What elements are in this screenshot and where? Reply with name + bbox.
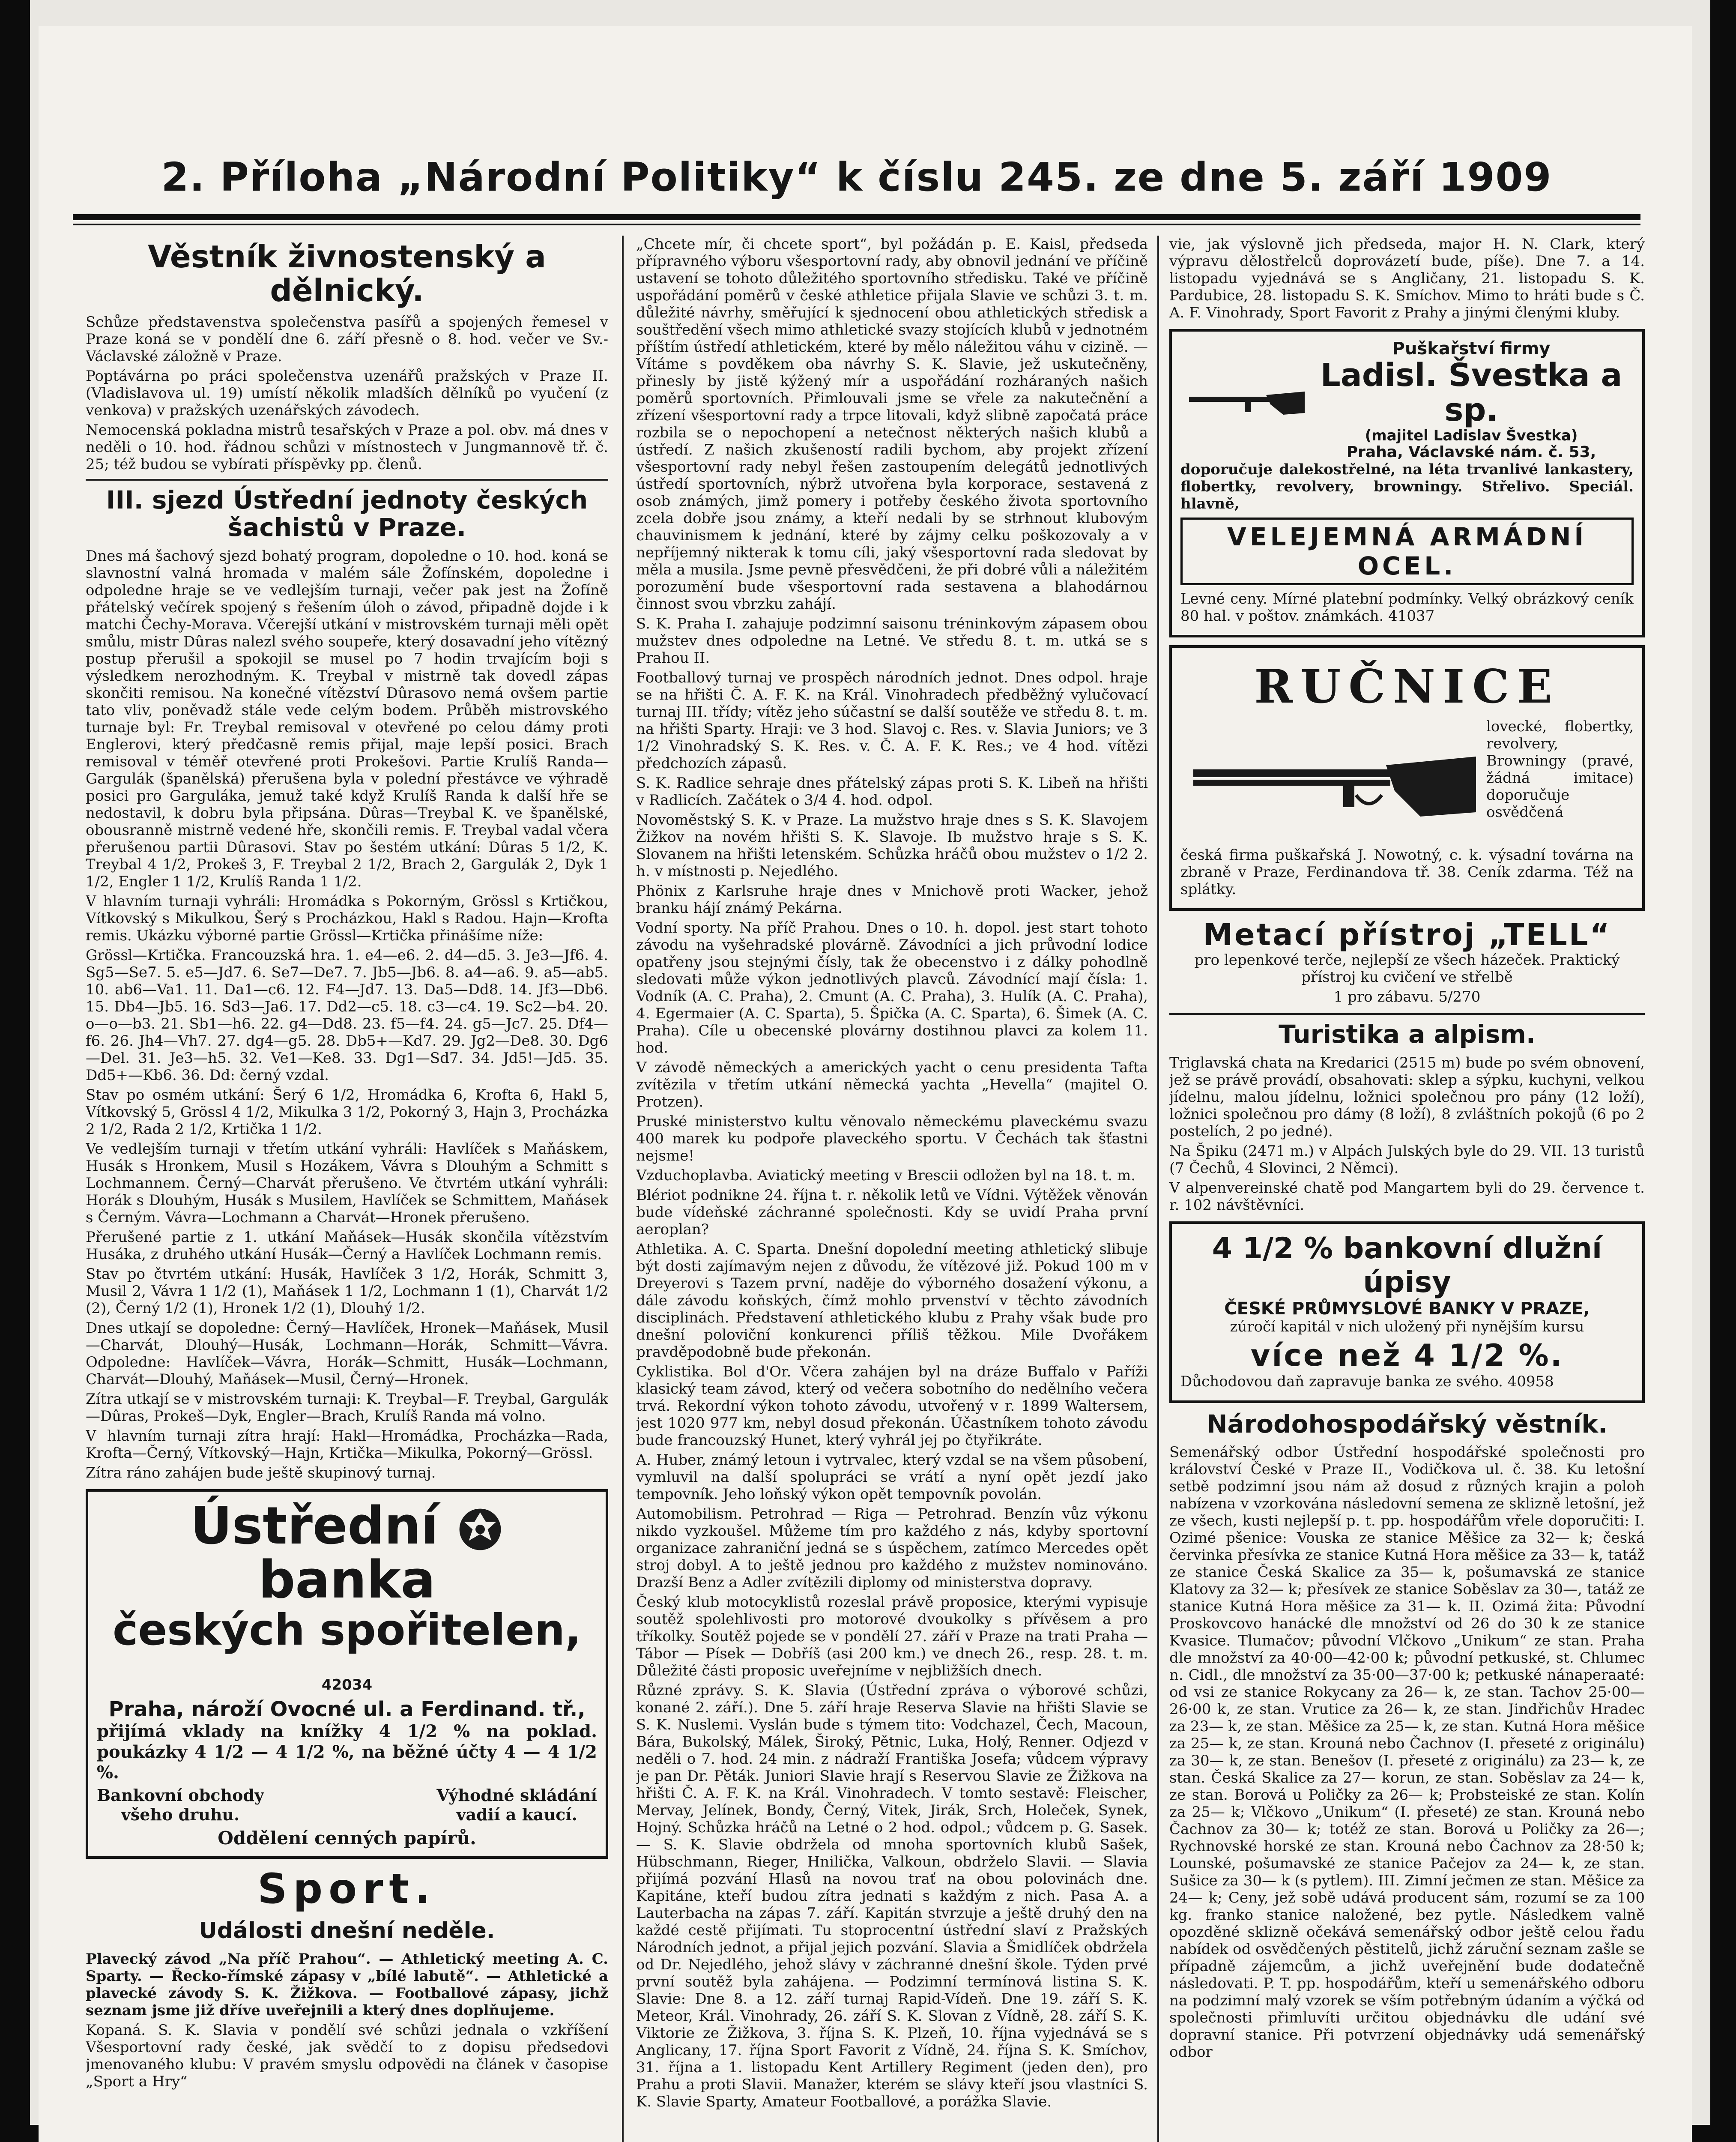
article-paragraph: A. Huber, známý letoun i vytrvalec, který vzdal se na všem působení, vymluvil na další spolupráci se vrátí a nyní opět jezdí jako tempovník. Jeho loňský výkon opět tempovník povolán. bbox=[636, 1451, 1148, 1503]
column-3 bbox=[1169, 236, 1645, 2142]
upisy-footer-text: Důchodovou daň zapravuje banka ze svého. bbox=[1180, 1373, 1503, 1390]
masthead-rule bbox=[73, 214, 1640, 220]
article-paragraph: Athletika. A. C. Sparta. Dnešní dopolední meeting athletický slibuje být dosti zajímavým nejen z důvodu, že vítězové již. Pokud 100 m v Dreyerovi s Tazem první, naděje do výborného dosažení výkonu, a dále závodu koňských, čímž mohlo prvenství v těchto závodních disciplinách. Představení athletického klubu z Prahy však bude pro dnešní poloviční konkurenci příliš těžkou. Mile Dvořákem pravděpodobně bude překonán. bbox=[636, 1241, 1148, 1361]
article-paragraph: S. K. Radlice sehraje dnes přátelský zápas proti S. K. Libeň na hřišti v Radlicích. Začátek o 3/4 4. hod. odpol. bbox=[636, 775, 1148, 809]
article-paragraph: vie, jak výslovně jich předseda, major H. N. Clark, který výpravu dělostřelců doprovázetí bude, píše). Dne 7. a 14. listopadu vyjednává se s Angličany, 21. listopadu S. K. Pardubice, 28. listopadu S. K. Smíchov. Mimo to hráti bude s Č. A. F. Vinohrady, Sport Favorit z Prahy a jinými členými kluby. bbox=[1169, 236, 1645, 321]
article-paragraph: Zítra utkají se v mistrovském turnaji: K. Treybal—F. Treybal, Gargulák—Dûras, Prokeš—Dyk, Engler—Brach, Krulíš Randa má volno. bbox=[86, 1390, 608, 1425]
article-paragraph: Stav po čtvrtém utkání: Husák, Havlíček 3 1/2, Horák, Schmitt 3, Musil 2, Vávra 1 1/2 (1), Maňásek 1 1/2, Lochmann 1 (1), Charvát 1/2 (2), Černý 1/2 (1), Hronek 1/2 (1), Dlouhý 1/2. bbox=[86, 1265, 608, 1317]
upisy-ad-number: 40958 bbox=[1507, 1373, 1554, 1390]
masthead-rule-thin bbox=[73, 224, 1640, 225]
ad-tell bbox=[1169, 918, 1645, 1005]
bank-service-label: vadií a kaucí. bbox=[456, 1804, 577, 1824]
ad-ustredni-banka bbox=[86, 1489, 608, 1859]
scan-edge-left bbox=[0, 0, 30, 2142]
article-paragraph: Poptávárna po práci společenstva uzenářů pražských v Praze II. (Vladislavova ul. 19) umístí několik mladších dělníků po vyučení (z venkova) v pražských uzenářských závodech. bbox=[86, 368, 608, 419]
section-rule bbox=[86, 479, 608, 481]
article-paragraph: Různé zprávy. S. K. Slavia (Ústřední zpráva o výborové schůzi, konané 2. září.). Dne 5. září hraje Reserva Slavie na hřišti Slavie se S. K. Nuslemi. Vyslán bude s týmem tito: Vodchazel, Čech, Macoun, Bára, Bukolský, Málek, Široký, Pětnic, Luka, Holý, Renner. Odjezd v neděli o 7. hod. 24 min. z nádraží Františka Josefa; vůdcem výpravy je pan Dr. Pěták. Juniori Slavie hrají s Reservou Slavie ze Žižkova na hřišti Č. A. F. K. na Král. Vinohradech. V tomto sestavě: Fleischer, Mervay, Jelínek, Bondy, Černý, Vitek, Jirák, Srch, Holeček, Synek, Hojný. Schůzka hráčů na Letné o 2 hod. odpol.; vůdcem p. G. Sasek. — S. K. Slavie obdržela od mnoha sportovních klubů Sašek, Hübschmann, Rieger, Hnilička, Valkoun, obdrželo Slavii. — Slavia přijímá pozvání Hlasů na novou trať na obou polovinách dne. Kapitáne, kteří budou zítra jednati s každým z nich. Pasa A. a Lauterbacha na zápas 7. září. Kapitán stvrzuje a ještě druhý den na každé cestě přijímati. Tu stoprocentní ústřední slaví z Pražských Národních jednot, a přijal jejich pozvání. Slavia a Šmidlíček obdržela od Dr. Nejedlého, jehož slávy v záchranné dnešní škole. Týden prvé první soutěž byla zahájena. — Podzimní termínová listina S. K. Slavie: Dne 8. a 12. září turnaj Rapid-Vídeň. Dne 19. září S. K. Meteor, Král. Vinohrady, 26. září S. K. Slovan z Vídně, 28. září S. K. Viktorie ze Žižkova, 3. října S. K. Plzeň, 10. října vyjednává se s Anglicany, 17. října Sport Favorit z Vídně, 24. října S. K. Smíchov, 31. října a 1. listopadu Kent Artillery Regiment (jeden den), pro Prahu a proti Slavii. Manažer, kterém se slávy kteří jsou vlastníci S. K. Slavie Sparty, Amateur Footballové, a porážka Slavie. bbox=[636, 1682, 1148, 2110]
article-paragraph: Blériot podnikne 24. října t. r. několik letů ve Vídni. Výtěžek věnován bude vídeňské záchranné společnosti. Kdy se uvidí Praha první aeroplan? bbox=[636, 1187, 1148, 1238]
article-paragraph: Semenářský odbor Ústřední hospodářské společnosti pro království České v Praze II., Vodičkova ul. č. 38. Ku letošní setbě podzimní jsou nám až dosud z různých krajin a poloh nabízena v vzorkována následovní semena ze sklizně letošní, jež ze všech, kusti nejlepší p. t. pp. hospodářům vřele doporučiti: I. Ozimé pšenice: Vouska ze stanice Měšice za 32— k; česká červinka přesívka ze stanice Kutná Hora měšice za 33— k, tatáž ze stanice Česká Skalice za 35— k, pošumavská ze stanice Klatovy za 32— k; přesívek ze stanice Soběslav za 30—, tatáž ze stanice Kutná Hora měšice za 31— k. II. Ozimá žita: Původní Proskovcovo hanácké dle množství od 26 do 30 k ze stanice Kvasice. Tlumačov; původní Vlčkovo „Unikum“ ze stan. Praha dle množství za 40·00—42·00 k; původní petkuské, st. Chlumec n. Cidl., dle množství za 35·00—37·00 k; petkuské nánaperaaté: od vsi ze stanice Rokycany za 26— k, ze stan. Tachov 25·00—26·00 k, ze stan. Vrutice za 26— k, ze stan. Jindřichův Hradec za 23— k, ze stan. Měšice za 25— k, ze stan. Kutná Hora měšice za 25— k, ze stan. Krouná nebo Čachnov (I. přeseté z originálu) za 30— k, ze stan. Benešov (I. přeseté z originálu) za 23— k, ze stan. Česká Skalice za 27— korun, ze stan. Soběslav za 24— k, ze stan. Borová u Poličky za 26— k; Probsteiské ze stan. Kolín za 25— k; Vlčkovo „Unikum“ (I. přeseté) ze stan. Krouná nebo Čachnov za 30— k; totéž ze stan. Borová u Poličky za 26—; Rychnovské horské ze stan. Krouná nebo Čachnov za 28·50 k; Lounské, pošumavské ze stanice Pačejov za 24— k, ze stan. Sušice za 30— k (s pytlem). III. Zimní ječmen ze stan. Měšice za 24— k; Ceny, jež sobě udává producent sám, rozumí se za 100 kg. franko stanice naložené, bez pytle. Následkem valně opozděné sklizně očekává semenářský odbor ještě celou řadu nabídek od osvědčených pěstitelů, jichž záruční seznam zašle se případně zájemcům, a jichž uveřejnění bude dodatečně následovati. P. T. pp. hospodářům, kteří u semenářského odboru na podzimní malý vzorek se vším potřebným údaním a výčká od společnosti přimluvíti určitou objednávku dle udání své dopravní stanice. Při potvrzení objednávky udá semenářský odbor bbox=[1169, 1444, 1645, 2061]
article-paragraph: Ve vedlejším turnaji v třetím utkání vyhráli: Havlíček s Maňáskem, Husák s Hronkem, Musil s Hozákem, Vávra s Dlouhým a Schmitt s Lochmannem. Černý—Charvát přerušeno. Ve čtvrtém utkání vyhráli: Horák s Dlouhým, Husák s Musilem, Havlíček se Schmittem, Maňásek s Černým. Vávra—Lochmann a Charvát—Hronek přerušeno. bbox=[86, 1140, 608, 1226]
heading-turistika: Turistika a alpism. bbox=[1279, 1019, 1536, 1049]
column-2 bbox=[636, 236, 1148, 2142]
upisy-vice: více než 4 1/2 %. bbox=[1250, 1337, 1564, 1373]
heading-sachiste: III. sjezd Ústřední jednoty českých šachistů v Praze. bbox=[106, 485, 588, 542]
upisy-footer bbox=[1180, 1373, 1634, 1390]
article-paragraph: Phönix z Karlsruhe hraje dnes v Mnichově proti Wacker, jehož branku hájí známý Pekárna. bbox=[636, 883, 1148, 917]
upisy-title: 4 1/2 % bankovní dlužní úpisy bbox=[1212, 1231, 1602, 1299]
rucnice-middle bbox=[1180, 718, 1634, 847]
svestka-titles bbox=[1309, 339, 1634, 461]
svestka-title-2: Ladisl. Švestka a sp. bbox=[1320, 357, 1622, 429]
article-paragraph: Kopaná. S. K. Slavia v pondělí své schůzi jednala o vzkříšení Všesportovní rady české, jak svědčí to z dopisu předsedovi jmenovaného klubu: V pravém smyslu odpovědi na článek v časopise „Sport a Hry“ bbox=[86, 2021, 608, 2090]
bank-subname bbox=[97, 1604, 597, 1697]
ad-svestka bbox=[1169, 329, 1645, 637]
bank-services bbox=[97, 1786, 597, 1824]
article-paragraph: Triglavská chata na Kredarici (2515 m) bude po svém obnovení, jež se právě provádí, obsahovati: sklep a sýpku, kuchyni, velkou jídelnu, malou jídelnu, ložnici společnou pro pány (12 loží), ložnici společnou pro dámy (8 loží), 8 zvláštních pokojů (6 po 2 postelích, 2 po jedné). bbox=[1169, 1054, 1645, 1140]
tell-footer-text: 1 pro zábavu. bbox=[1333, 988, 1434, 1005]
bank-address: Praha, nároží Ovocné ul. a Ferdinand. tř., bbox=[108, 1697, 586, 1721]
bank-service-label: Bankovní obchody bbox=[97, 1785, 264, 1805]
heading-udalosti: Události dnešní neděle. bbox=[199, 1918, 495, 1944]
bank-service-label: všeho druhu. bbox=[121, 1804, 240, 1824]
crest-icon bbox=[457, 1506, 504, 1553]
article-paragraph: S. K. Praha I. zahajuje podzimní saisonu tréninkovým zápasem obou mužstev dnes odpoledne na Letné. Ve středu 8. t. m. utká se s Prahou II. bbox=[636, 615, 1148, 667]
tell-title: Metací přístroj „TELL“ bbox=[1203, 917, 1611, 952]
heading-narodohospodarsky: Národohospodářský věstník. bbox=[1206, 1409, 1608, 1439]
article-paragraph: Vzduchoplavba. Aviatický meeting v Brescii odložen byl na 18. t. m. bbox=[636, 1167, 1136, 1184]
bank-name-1: Ústřední bbox=[190, 1496, 439, 1556]
article-paragraph: Nemocenská pokladna mistrů tesařských v Praze a pol. obv. má dnes v neděli o 10. hod. řádnou schůzi v místnostech v Jungmannově tř. č. 25; též budou se vybírati příspěvky pp. členů. bbox=[86, 422, 608, 473]
svestka-title-1: Puškařství firmy bbox=[1392, 339, 1551, 359]
bank-ad-number: 42034 bbox=[321, 1676, 373, 1693]
article-paragraph: „Chcete mír, či chcete sport“, byl požádán p. E. Kaisl, předseda přípravného výboru všesportovní rady, aby obnovil jednání ve příčině ustavení se tohoto důležitého sportovního středisku. Také ve příčině uspořádání poměrů v české athletice přijala Slavie ve schůzi 3. t. m. důležité návrhy, směřující k sjednocení obou athletických středisk a souštředění všech mimo athletické svazy stojících klubů v jednotném příštím ústředí athletickém, které by mělo náležitou váhu v cizině. — Vítáme s povděkem oba návrhy S. K. Slavie, jež uskutečněny, přinesly by jistě kýžený mír a uspořádání rozháraných našich poměrů sportovních. Přimlouvali jsme se vřele za nakutečnění a zřízení všesportovní rady a trpce litovali, když slibně započatá práce rozbila se o nepochopení a netečnost některých našich klubů a ústředí. Z našich zkušeností radili bychom, aby projekt zřízení všesportovní rady nebyl řešen zastoupením delegátů jednotlivých ústředí sportovních, nýbrž utvořena byla korporace, sestavená z osob známých, jimž pomery i potřeby českého života sportovního zcela dobře jsou známy, a kteří nedali by se strhnout klubovým chauvinismem k jednání, které by zájmy celku poškozovaly a v nepříjemný nikterak k tomu cíli, jaký všesportovní rada sledovat by měla a musila. Jsme pevně přesvědčeni, že při dobré vůli a náležitém porozumění bude všesportovní rada sestavena a blahodárnou činnost svou vbrzku zahájí. bbox=[636, 236, 1148, 613]
rucnice-side-text: lovecké, flobertky, revolvery, Browningy (pravé, žádná imitace) doporučuje osvědčená bbox=[1486, 718, 1634, 821]
column-divider-1 bbox=[622, 236, 624, 2142]
tell-body: pro lepenkové terče, nejlepší ze všech házeček. Praktický přístroj ku cvičení ve střelbě bbox=[1194, 951, 1620, 986]
bank-services-left bbox=[97, 1786, 264, 1824]
scan-edge-right bbox=[1710, 0, 1736, 2142]
article-paragraph: Zítra ráno zahájen bude ještě skupinový turnaj. bbox=[86, 1464, 436, 1481]
svestka-footer-text: Levné ceny. Mírné platební podmínky. Velký obrázkový ceník 80 hal. v poštov. známkách. bbox=[1180, 590, 1634, 625]
article-paragraph: Cyklistika. Bol d'Or. Včera zahájen byl na dráze Buffalo v Paříži klasický team závod, který od večera sobotního do nedělního večera trvá. Rekordní výkon tohoto závodu, utvořený v r. 1899 Waltersem, jest 1020 977 km, nebyl dosud překonán. Účastníkem tohoto závodu bude francouzský Hunet, který vyhrál jej po čtyřikráte. bbox=[636, 1363, 1148, 1449]
svestka-title-3: (majitel Ladislav Švestka) bbox=[1365, 427, 1578, 444]
svestka-header bbox=[1180, 339, 1634, 461]
bank-deposits: přijímá vklady na knížky 4 1/2 % na poklad. poukázky 4 1/2 — 4 1/2 %, na běžné účty 4 — 4 1/2 %. bbox=[97, 1721, 597, 1783]
article-paragraph: V hlavním turnaji zítra hrají: Hakl—Hromádka, Procházka—Rada, Krofta—Černý, Vítkovský—Hajn, Krtička—Mikulka, Pokorný—Grössl. bbox=[86, 1427, 608, 1462]
svestka-footer bbox=[1180, 590, 1634, 625]
heading-zivnostensky: Věstník živnostenský a dělnický. bbox=[148, 239, 546, 309]
column-divider-2 bbox=[1157, 236, 1159, 2142]
article-paragraph: V alpenvereinské chatě pod Mangartem byli do 29. července t. r. 102 návštěvníci. bbox=[1169, 1179, 1645, 1214]
article-paragraph: Přerušené partie z 1. utkání Maňásek—Husák skončila vítězstvím Husáka, z druhého utkání Husák—Černý a Havlíček Lochmann remis. bbox=[86, 1228, 608, 1263]
upisy-bank: ČESKÉ PRŮMYSLOVÉ BANKY V PRAZE, bbox=[1224, 1298, 1590, 1319]
svestka-title-4: Praha, Václavské nám. č. 53, bbox=[1346, 443, 1596, 461]
article-paragraph: Stav po osmém utkání: Šerý 6 1/2, Hromádka 6, Krofta 6, Hakl 5, Vítkovský 5, Grössl 4 1/2, Mikulka 3 1/2, Pokorný 3, Hajn 3, Procházka 2 1/2, Rada 2 1/2, Krtička 1 1/2. bbox=[86, 1086, 608, 1138]
article-paragraph: V závodě německých a amerických yacht o cenu presidenta Tafta zvítězila v třetím utkání německá yachta „Hevella“ (majitel O. Protzen). bbox=[636, 1059, 1148, 1110]
rifle-icon bbox=[1180, 370, 1309, 430]
article-paragraph: Footballový turnaj ve prospěch národních jednot. Dnes odpol. hraje se na hřišti Č. A. F. K. na Král. Vinohradech předběžný vylučovací turnaj III. třídy; vítěz jeho súčastní se další soutěže ve středu 8. t. m. na hřišti Sparty. Hraji: ve 3 hod. Slavoj c. Res. v. Slavia Juniors; ve 3 1/2 Vinohradský S. K. Res. v. Č. A. F. K. Res.; ve 4 hod. vítězi předchozích zápasů. bbox=[636, 669, 1148, 772]
article-paragraph: Dnes má šachový sjezd bohatý program, dopoledne o 10. hod. koná se slavnostní valná hromada v malém sále Žofínském, dopoledne i odpoledne hraje se ve vedlejším turnaji, večer pak jest na Žofíně přátelský večírek spojený s řešením úloh o závod, připadně dojde i k matchi Čechy-Morava. Včerejší utkání v mistrovském turnaji měli opět smůlu, mistr Dûras nalezl svého soupeře, který dosavadní jeho vítězný postup přerušil a spokojil se musel po 7 hodin trvajícím boji s výsledkem nerozhodným. K. Treybal v mistrně tak dovedl zápas skončiti remisou. Na konečné vítězství Dûrasovo nemá ovšem partie tato vliv, poněvadž stále vede celým bodem. Průběh mistrovského turnaje byl: Fr. Treybal remisoval v otevřené po celou dámy proti Englerovi, který předčasně remis přijal, maje lepší posici. Brach remisoval v téměř otevřené proti Prokešovi. Partie Krulíš Randa—Gargulák (španělská) přerušena byla v polední přestávce ve výhradě posici pro Garguláka, jemuž také když Krulíš Randa k další hře se nedostavil, k dobru byla připsána. Dûras—Treybal K. ve španělské, obousranně mistrně vedené hře, skončili remis. F. Treybal vadal včera přerušenou partii Dûrasovi. Stav po šestém utkání: Dûras 5 1/2, K. Treybal 4 1/2, Prokeš 3, F. Treybal 2 1/2, Brach 2, Gargulák 2, Dyk 1 1/2, Engler 1 1/2, Krulíš Randa 1 1/2. bbox=[86, 547, 608, 890]
article-paragraph: Pruské ministerstvo kultu věnovalo německému plaveckému svazu 400 marek ku podpoře plaveckého sportu. V Čechách tak šťastni nejsme! bbox=[636, 1113, 1148, 1164]
bank-subname-text: českých spořitelen, bbox=[113, 1604, 581, 1655]
bank-service-label: Výhodné skládání bbox=[436, 1785, 597, 1805]
article-paragraph: Plavecký závod „Na příč Prahou“. — Athletický meeting A. C. Sparty. — Řecko-římské zápasy v „bílé labutě“. — Athletické a plavecké závody S. K. Žižkova. — Footballové zápasy, jichž seznam jsme již dříve uveřejnili a který dnes doplňujeme. bbox=[86, 1950, 608, 2019]
section-rule bbox=[1169, 1013, 1645, 1015]
article-paragraph: Grössl—Krtička. Francouzská hra. 1. e4—e6. 2. d4—d5. 3. Je3—Jf6. 4. Sg5—Se7. 5. e5—Jd7. 6. Se7—De7. 7. Jb5—Jb6. 8. a4—a6. 9. a5—ab5. 10. ab6—Va1. 11. Da1—c6. 12. F4—Jd7. 13. Da5—Dd8. 14. Jf3—Db6. 15. Db4—Jb5. 16. Sd3—Ja6. 17. Dd2—c5. 18. c3—c4. 19. Sc2—b4. 20. o—o—b3. 21. Sb1—h6. 22. g4—Dd8. 23. f5—f4. 24. g5—Jc7. 25. Df4—f6. 26. Jh4—Vh7. 27. dg4—g5. 28. Db5+—Kd7. 29. Jg2—De8. 30. Dg6—Del. 31. Je3—h5. 32. Ve1—Ke8. 33. Dg1—Sd7. 34. Jd5!—Jd5. 35. Dd5+—Kb6. 36. Dd: černý vzdal. bbox=[86, 946, 608, 1084]
article-paragraph: V hlavním turnaji vyhráli: Hromádka s Pokorným, Grössl s Krtičkou, Vítkovský s Mikulkou, Šerý s Procházkou, Hakl s Radou. Hajn—Krofta remis. Ukázku výborné partie Grössl—Krtička přinášíme níže: bbox=[86, 892, 608, 944]
article-paragraph: Automobilism. Petrohrad — Riga — Petrohrad. Benzín vůz výkonu nikdo vyzkoušel. Můžeme tím pro každého z nás, kdyby sportovní organizace zahraniční jedná se s úspěchem, zatímco Mercedes opět stroj dobyl. A to ještě jednou pro každého z mužstev nominováno. Drazší Benz a Adler zvítězili diplomy od ministerstva dopravy. bbox=[636, 1505, 1148, 1591]
masthead-title: 2. Příloha „Národní Politiky“ k číslu 245. ze dne 5. září 1909 bbox=[161, 154, 1552, 200]
rucnice-body: česká firma puškařská J. Nowotný, c. k. výsadní továrna na zbraně v Praze, Ferdinandova tř. 38. Ceník zdarma. Též na splátky. bbox=[1180, 846, 1634, 898]
bank-name-line bbox=[97, 1496, 597, 1610]
bank-footer: Oddělení cenných papírů. bbox=[218, 1827, 476, 1849]
ad-upisy bbox=[1169, 1221, 1645, 1403]
ad-rucnice bbox=[1169, 645, 1645, 911]
rucnice-title: RUČNICE bbox=[1254, 659, 1560, 714]
tell-ad-number: 5/270 bbox=[1438, 988, 1481, 1005]
article-paragraph: Na Špiku (2471 m.) v Alpách Julských byle do 29. VII. 13 turistů (7 Čechů, 4 Slovinci, 2 Němci). bbox=[1169, 1142, 1645, 1177]
column-1 bbox=[86, 236, 608, 2142]
article-paragraph: Český klub motocyklistů rozeslal právě proposice, kterými vypisuje soutěž spolehlivosti pro motorové dvoukolky s přívěsem a pro tříkolky. Soutěž pojede se v pondělí 27. září v Praze na trati Praha — Tábor — Písek — Dobříš (asi 200 km.) ve dnech 26., resp. 28. t. m. Důležité části proposic uveřejníme v nejbližších dnech. bbox=[636, 1594, 1148, 1679]
bank-name-2: banka bbox=[258, 1550, 436, 1610]
shotgun-icon bbox=[1180, 718, 1480, 847]
newspaper-page bbox=[39, 26, 1692, 2142]
svestka-ocel: VELEJEMNÁ ARMÁDNÍ OCEL. bbox=[1180, 518, 1634, 585]
tell-footer bbox=[1169, 988, 1645, 1005]
article-paragraph: Dnes utkají se dopoledne: Černý—Havlíček, Hronek—Maňásek, Musil—Charvát, Dlouhý—Husák, Lochmann—Horák, Schmitt—Vávra. Odpoledne: Havlíček—Vávra, Horák—Schmitt, Husák—Lochmann, Charvát—Dlouhý, Maňásek—Musil, Černý—Hronek. bbox=[86, 1319, 608, 1388]
heading-sport: Sport. bbox=[257, 1864, 436, 1913]
article-paragraph: Vodní sporty. Na příč Prahou. Dnes o 10. h. dopol. jest start tohoto závodu na vyšehradské plovárně. Závodníci a jich průvodní lodice opatřeny jsou stejnými čísly, tak že obecenstvo i z dálky pohodlně sledovati může výkon jednotlivých plavců. Závodnící mají čísla: 1. Vodník (A. C. Praha), 2. Cmunt (A. C. Praha), 3. Hulík (A. C. Praha), 4. Egermaier (A. C. Sparta), 5. Špička (A. C. Sparta), 6. Šimek (A. C. Praha). Cíle u obecenské plovárny dostihnou plavci za kolem 11. hod. bbox=[636, 919, 1148, 1056]
svestka-ad-number: 41037 bbox=[1388, 607, 1435, 625]
bank-services-right bbox=[436, 1786, 597, 1824]
svestka-body: doporučuje dalekostřelné, na léta trvanlivé lankastery, flobertky, revolvery, browningy. Střelivo. Speciál. hlavně, bbox=[1180, 461, 1634, 512]
article-paragraph: Schůze představenstva společenstva pasířů a spojených řemesel v Praze koná se v pondělí dne 6. září přesně o 8. hod. večer ve Sv.-Václavské záložně v Praze. bbox=[86, 314, 608, 365]
article-paragraph: Novoměstský S. K. v Praze. La mužstvo hraje dnes s S. K. Slavojem Žižkov na novém hřišti S. K. Slavoje. Ib mužstvo hraje s S. K. Slovanem na hřišti letenském. Schůzka hráčů obou mužstev o 1/2 2. h. v místnosti p. Nejedlého. bbox=[636, 811, 1148, 880]
upisy-body: zúročí kapitál v nich uložený při nynějším kursu bbox=[1230, 1318, 1584, 1335]
